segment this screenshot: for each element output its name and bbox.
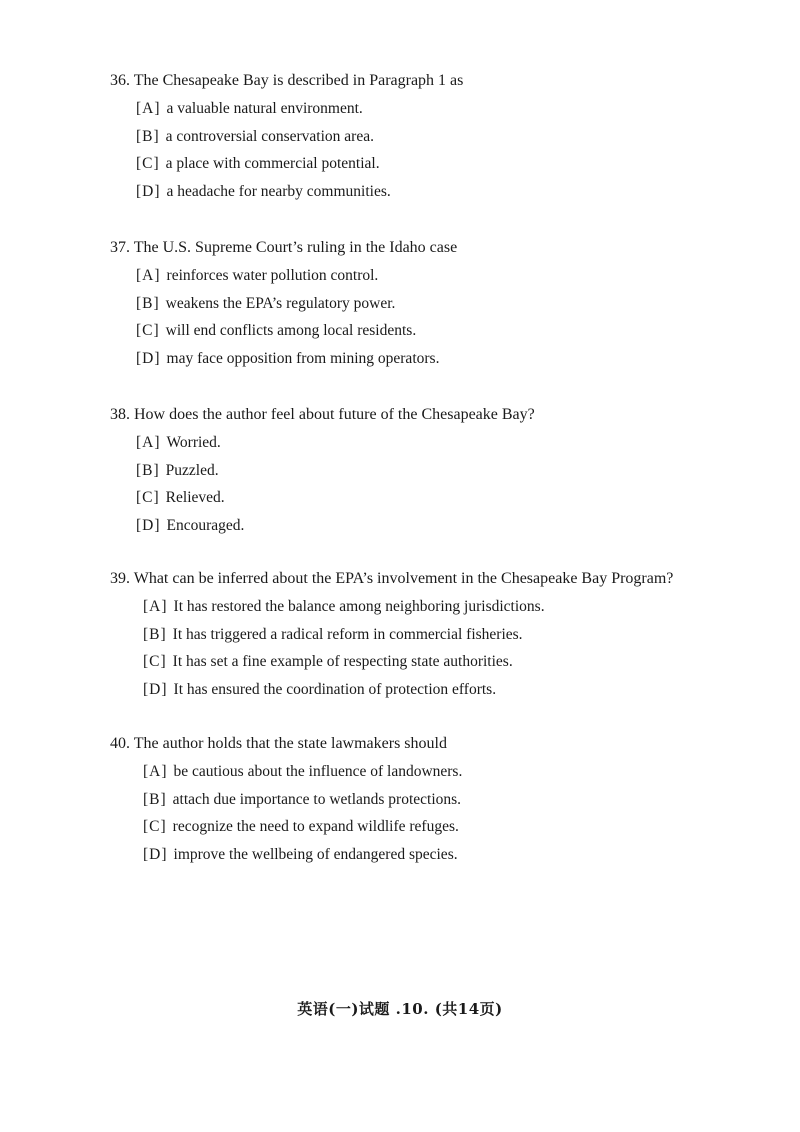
option-c (143, 816, 770, 838)
option-letter: [A] (136, 434, 161, 451)
question-38 (110, 404, 770, 542)
question-stem: 38. How does the author feel about future of the Chesapeake Bay? (110, 406, 535, 423)
question-36 (110, 70, 770, 208)
option-b (143, 789, 770, 811)
option-d (143, 679, 770, 701)
option-b (136, 126, 770, 148)
option-letter: [D] (136, 516, 161, 534)
question-stem: 40. The author holds that the state lawmakers should (110, 735, 447, 752)
option-text: a place with commercial potential. (165, 155, 380, 173)
option-c (136, 153, 770, 175)
option-list (110, 98, 770, 203)
option-text: improve the wellbeing of endangered species. (173, 845, 458, 863)
option-letter: [C] (136, 322, 160, 340)
option-letter: [B] (143, 625, 167, 643)
option-letter: [A] (143, 763, 168, 780)
option-text: Worried. (166, 434, 221, 451)
option-text: Puzzled. (165, 461, 219, 479)
option-list (110, 432, 770, 537)
option-d (143, 844, 770, 866)
option-text: It has restored the balance among neighboring jurisdictions. (173, 598, 545, 615)
option-list (110, 265, 770, 370)
option-letter: [B] (136, 127, 160, 145)
option-text: a headache for nearby communities. (166, 182, 391, 200)
option-letter: [A] (136, 267, 161, 284)
option-text: will end conflicts among local residents. (165, 322, 417, 340)
option-b (143, 624, 770, 646)
option-d (136, 181, 770, 203)
option-c (143, 651, 770, 673)
option-text: attach due importance to wetlands protections. (172, 790, 462, 808)
option-d (136, 515, 770, 537)
option-text: It has triggered a radical reform in commercial fisheries. (172, 625, 523, 643)
option-text: recognize the need to expand wildlife refuges. (172, 818, 459, 836)
question-stem: 39. What can be inferred about the EPA’s involvement in the Chesapeake Bay Program? (110, 570, 674, 587)
option-text: It has ensured the coordination of protection efforts. (173, 680, 497, 698)
option-b (136, 293, 770, 315)
option-letter: [B] (143, 790, 167, 808)
option-letter: [C] (143, 818, 167, 836)
option-b (136, 460, 770, 482)
option-letter: [C] (143, 653, 167, 671)
option-a (143, 596, 770, 618)
option-text: Encouraged. (166, 516, 245, 534)
question-37 (110, 237, 770, 375)
option-letter: [D] (143, 845, 168, 863)
question-40 (110, 733, 770, 871)
option-list (110, 761, 770, 866)
option-d (136, 348, 770, 370)
option-a (143, 761, 770, 783)
option-text: reinforces water pollution control. (166, 267, 379, 284)
question-stem: 36. The Chesapeake Bay is described in Paragraph 1 as (110, 72, 464, 89)
option-text: It has set a fine example of respecting state authorities. (172, 653, 513, 671)
option-c (136, 320, 770, 342)
option-letter: [C] (136, 155, 160, 173)
option-letter: [D] (136, 349, 161, 367)
question-39 (110, 568, 770, 706)
option-letter: [B] (136, 294, 160, 312)
option-a (136, 98, 770, 120)
option-letter: [D] (136, 182, 161, 200)
option-c (136, 487, 770, 509)
question-stem: 37. The U.S. Supreme Court’s ruling in the Idaho case (110, 239, 458, 256)
option-letter: [A] (143, 598, 168, 615)
option-letter: [D] (143, 680, 168, 698)
option-letter: [B] (136, 461, 160, 479)
option-letter: [A] (136, 100, 161, 117)
option-text: may face opposition from mining operators. (166, 349, 440, 367)
option-a (136, 432, 770, 454)
page-footer: 英语(一)试题 .10. (共14页) (297, 1000, 503, 1018)
option-text: weakens the EPA’s regulatory power. (165, 294, 396, 312)
option-text: Relieved. (165, 489, 225, 507)
option-a (136, 265, 770, 287)
option-text: a controversial conservation area. (165, 127, 374, 145)
option-list (110, 596, 770, 701)
option-text: be cautious about the influence of landowners. (173, 763, 463, 780)
option-letter: [C] (136, 489, 160, 507)
option-text: a valuable natural environment. (166, 100, 363, 117)
